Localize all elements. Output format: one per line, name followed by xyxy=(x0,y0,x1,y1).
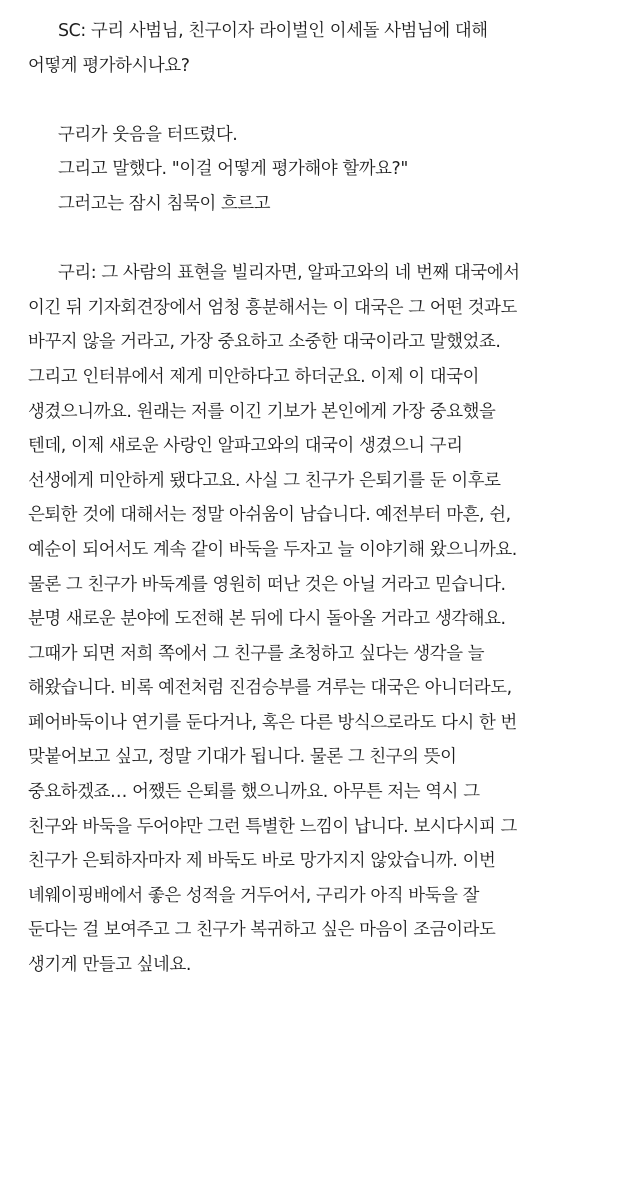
text-line: 바꾸지 않을 거라고, 가장 중요하고 소중한 대국이라고 말했었죠. xyxy=(28,332,501,353)
text-line: 예순이 되어서도 계속 같이 바둑을 두자고 늘 이야기해 왔으니까요. xyxy=(28,539,517,560)
paragraph-gap xyxy=(28,83,613,118)
text-line: 구리: 그 사람의 표현을 빌리자면, 알파고와의 네 번째 대국에서 xyxy=(58,263,520,284)
text-line: SC: 구리 사범님, 친구이자 라이벌인 이세돌 사범님에 대해 xyxy=(58,21,488,41)
text-line: 텐데, 이제 새로운 사랑인 알파고와의 대국이 생겼으니 구리 xyxy=(28,436,463,457)
text-line: 그리고 말했다. "이걸 어떻게 평가해야 할까요?" xyxy=(58,159,408,180)
narration-paragraph xyxy=(28,118,613,222)
paragraph-gap xyxy=(28,222,613,257)
text-line: 그리고 인터뷰에서 제게 미안하다고 하더군요. 이제 이 대국이 xyxy=(28,366,480,387)
text-line: 페어바둑이나 연기를 둔다거나, 혹은 다른 방식으로라도 다시 한 번 xyxy=(28,712,517,733)
text-line: 어떻게 평가하시나요? xyxy=(28,55,190,76)
text-line: 둔다는 걸 보여주고 그 친구가 복귀하고 싶은 마음이 조금이라도 xyxy=(28,920,496,941)
text-line: 선생에게 미안하게 됐다고요. 사실 그 친구가 은퇴기를 둔 이후로 xyxy=(28,470,501,491)
answer-paragraph xyxy=(28,256,613,982)
text-line: 구리가 웃음을 터뜨렸다. xyxy=(58,124,238,145)
text-line: 해왔습니다. 비록 예전처럼 진검승부를 겨루는 대국은 아니더라도, xyxy=(28,678,512,699)
text-line: 생겼으니까요. 원래는 저를 이긴 기보가 본인에게 가장 중요했을 xyxy=(28,401,496,422)
text-line: 친구와 바둑을 두어야만 그런 특별한 느낌이 납니다. 보시다시피 그 xyxy=(28,816,517,837)
text-line: 은퇴한 것에 대해서는 정말 아쉬움이 남습니다. 예전부터 마흔, 쉰, xyxy=(28,505,511,526)
text-line: 이긴 뒤 기자회견장에서 엄청 흥분해서는 이 대국은 그 어떤 것과도 xyxy=(28,297,517,318)
text-line: 물론 그 친구가 바둑계를 영원히 떠난 것은 아닐 거라고 믿습니다. xyxy=(28,574,506,595)
text-line: 분명 새로운 분야에 도전해 본 뒤에 다시 돌아올 거라고 생각해요. xyxy=(28,609,506,630)
text-line: 중요하겠죠… 어쨌든 은퇴를 했으니까요. 아무튼 저는 역시 그 xyxy=(28,782,480,803)
text-line: 그때가 되면 저희 쪽에서 그 친구를 초청하고 싶다는 생각을 늘 xyxy=(28,643,485,664)
text-line: 맞붙어보고 싶고, 정말 기대가 됩니다. 물론 그 친구의 뜻이 xyxy=(28,747,457,768)
question-paragraph xyxy=(28,14,613,83)
text-line: 녜웨이핑배에서 좋은 성적을 거두어서, 구리가 아직 바둑을 잘 xyxy=(28,885,480,906)
text-line: 친구가 은퇴하자마자 제 바둑도 바로 망가지지 않았습니까. 이번 xyxy=(28,851,496,872)
text-line: 그러고는 잠시 침묵이 흐르고 xyxy=(58,193,271,214)
text-line: 생기게 만들고 싶네요. xyxy=(28,955,191,976)
